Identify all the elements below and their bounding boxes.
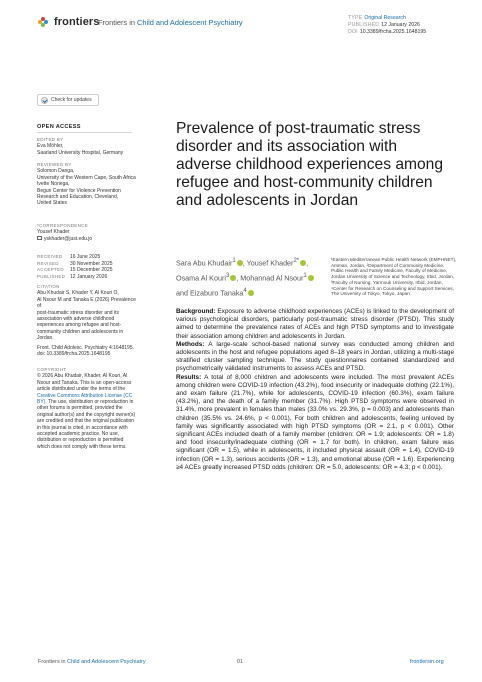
copyright [37,367,137,450]
correspondence [37,223,137,242]
published-value: 12 January 2026 [381,22,420,29]
author-separator: , [306,258,309,268]
abstract-background [176,308,454,341]
copyright-line: article distributed under the terms of the [37,386,126,393]
reviewer-line: Solomon Danga, [37,168,75,175]
author-name[interactable]: Yousef Khader [246,258,294,268]
author-separator: , [236,273,239,283]
background-label: Background: [176,308,216,315]
correspondent-email[interactable]: yskhader@just.edu.jo [44,235,93,242]
updates-label: Check for updates [51,97,92,103]
abstract-results [176,374,454,472]
methods-label: Methods: [176,340,205,348]
citation-doi[interactable]: doi: 10.3389/frcha.2025.1648195 [37,351,111,358]
author-name[interactable]: Eizaburo Tanaka [190,288,244,298]
author-list [176,255,324,300]
dates-block [37,254,113,280]
correspondence-label: *CORRESPONDENCE [37,223,89,228]
reviewer-line: United States [37,200,68,207]
reviewer-line: University of the Western Cape, South Africa [37,174,136,181]
abstract [176,308,454,472]
editor-line: Saarland University Hospital, Germany [37,149,124,156]
brand-name: frontiers [54,16,100,28]
doi-value[interactable]: 10.3389/frcha.2025.1648195 [359,29,427,36]
footer-site-link[interactable]: frontiersin.org [410,659,444,665]
author-name[interactable]: Mohannad Al Nsour [240,273,304,283]
copyright-line: distribution or reproduction is permitted [37,437,124,444]
date-value: 15 December 2025 [70,267,113,274]
article-meta [348,15,426,37]
edited-by-label: EDITED BY [37,137,64,142]
copyright-label: COPYRIGHT [37,367,67,372]
type-key: TYPE [348,15,363,21]
citation-line: experiences among refugee and host- [37,322,122,329]
author-and: and [176,288,188,298]
results-label: Results: [176,373,202,381]
copyright-line: which does not comply with these terms. [37,443,127,450]
mail-icon [37,236,42,240]
copyright-line: Nsour and Tanaka. This is an open-access [37,379,132,386]
type-value: Original Research [364,15,406,21]
reviewed-by-label: REVIEWED BY [37,162,72,167]
results-text: A total of 8,000 children and adolescents were included. The most prevalent ACEs among children were COVID-19 infection (43.2%), food insecurity or inadequate clothing (22.1%), and exam failure (21.7%), while for adolescents, COVID-19 infection (60.3%), exam failure (43.2%), and the death of a family member (31.7%). High PTSD symptoms were observed in 31.4%, more prevalent in females than males (33.0% vs. 29.3%, p = 0.003) and adolescents than children (35.5% vs. 24.6%, p < 0.001). For both children and adolescents, feeling unloved by family was significantly associated with high PTSD symptoms (OR = 2.1, p < 0.001). Other significant ACEs included death of a family member (children: OR = 1.9; adolescents: OR = 1.8) and food insecurity/inadequate clothing (OR = 1.7 for both). In children, exam failure was significant (OR = 1.5), while in adolescents, it included physical assault (OR = 1.4), COVID-19 infection (OR = 1.3), serious accidents (OR = 1.3), and emotional abuse (OR = 1.6). Experiencing ≥4 ACEs greatly increased PTSD odds (children: OR = 5.0, adolescents: OR = 4.3; p < 0.001). [176,373,454,471]
reviewer-line: Research and Education, Cleveland, [37,194,119,201]
citation-line: post-traumatic stress disorder and its [37,309,119,316]
author-name[interactable]: Sara Abu Khudair [176,258,233,268]
copyright-line: in this journal is cited, in accordance with [37,424,128,431]
divider [37,132,132,133]
author-name[interactable]: Osama Al Kouri [176,273,226,283]
edited-by [37,137,137,156]
date-key: REVISED [37,260,59,266]
citation [37,284,137,357]
citation-line: community children and adolescents in [37,328,124,335]
author-separator: , [242,258,245,268]
author-sup: 4 [243,287,247,294]
date-key: RECEIVED [37,254,63,259]
copyright-line: The use, distribution or reproduction in [48,399,134,406]
author-sup: 1 [232,258,236,264]
footer-journal-name: Child and Adolescent Psychiatry [67,659,146,665]
page-number: 01 [237,659,244,665]
citation-line: Al Nsour M and Tanaka E (2026) Prevalence of [37,296,136,310]
copyright-line: are credited and that the original publication [37,418,135,425]
citation-line: association with adverse childhood [37,316,115,323]
license-link[interactable]: Creative Commons Attribution License (CC [37,392,133,399]
journal-prefix: Frontiers in [98,18,135,27]
reviewed-by [37,162,137,207]
abstract-methods [176,341,454,374]
affiliations: ¹Eastern Mediterranean Public Health Network (EMPHNET), Amman, Jordan, ²Department of Community Medicine, Public Health and Family Medicine, Faculty of Medicine, Jordan University of Science and Technology, Irbid, Jordan, ³Faculty of Nursing, Yarmouk University, Irbid, Jordan, ⁴Center for Research on Counseling and Support Services, The University of Tokyo, Tokyo, Japan [331,257,457,297]
citation-line: Jordan. [37,335,54,342]
journal-name: Child and Adolescent Psychiatry [137,18,243,27]
author-sup: 3 [225,272,230,279]
editor-line: Eva Möhler, [37,143,64,150]
citation-line: Abu Khudair S, Khader Y, Al Kouri O, [37,290,119,297]
orcid-icon[interactable] [248,290,254,296]
date-key: ACCEPTED [37,267,64,273]
copyright-line: original author(s) and the copyright owner(s) [37,411,136,418]
footer-prefix: Frontiers in [38,659,66,665]
author-sup: 1 [303,272,307,279]
date-value: 30 November 2025 [70,260,113,267]
citation-line: Front. Child Adolesc. Psychiatry 4:1648195. [37,344,134,351]
reviewer-line: Ivette Noriega, [37,181,70,188]
published-key: PUBLISHED [348,22,380,29]
reviewer-line: Begun Center for Violence Prevention [37,187,121,194]
footer-journal[interactable] [38,659,146,665]
author-sup: 2* [293,258,300,264]
copyright-line: © 2026 Abu Khudair, Khader, Al Kouri, Al [37,373,128,380]
copyright-line: accepted academic practice. No use, [37,431,119,438]
date-value: 12 January 2026 [70,273,108,280]
date-key: PUBLISHED [37,273,66,279]
date-value: 16 June 2025 [70,254,101,260]
license-link[interactable]: BY). [37,399,47,406]
correspondent-name: Yousef Khader [37,229,70,236]
background-text: Exposure to adverse childhood experiences (ACEs) is linked to the development of various psychological disorders, particularly post-traumatic stress disorder (PTSD). This study aimed to determine the prevalence rates of ACEs and high PTSD symptoms and to investigate their association among children and adolescents in Jordan. [176,308,454,340]
check-for-updates-button[interactable] [37,94,99,106]
article-title: Prevalence of post-traumatic stress disorder and its association with adverse childhood experiences among refugee and host-community children and adolescents in Jordan [176,120,443,209]
updates-check-icon [41,97,48,104]
frontiers-logo[interactable] [38,16,100,28]
open-access-label: OPEN ACCESS [37,124,81,130]
copyright-line: other forums is permitted, provided the [37,405,123,412]
orcid-icon[interactable] [308,275,314,281]
methods-text: A large-scale school-based national survey was conducted among children and adolescents in the host and refugee populations aged 8–18 years in Jordan, utilizing a multi-stage stratified cluster sampling technique. The study questionnaires contained standardized and psychometrically validated instruments to assess ACEs and PTSD. [176,340,454,373]
doi-key: DOI [348,29,358,36]
journal-header[interactable] [98,18,243,27]
frontiers-dots-icon [38,17,51,27]
citation-label: CITATION [37,284,60,289]
